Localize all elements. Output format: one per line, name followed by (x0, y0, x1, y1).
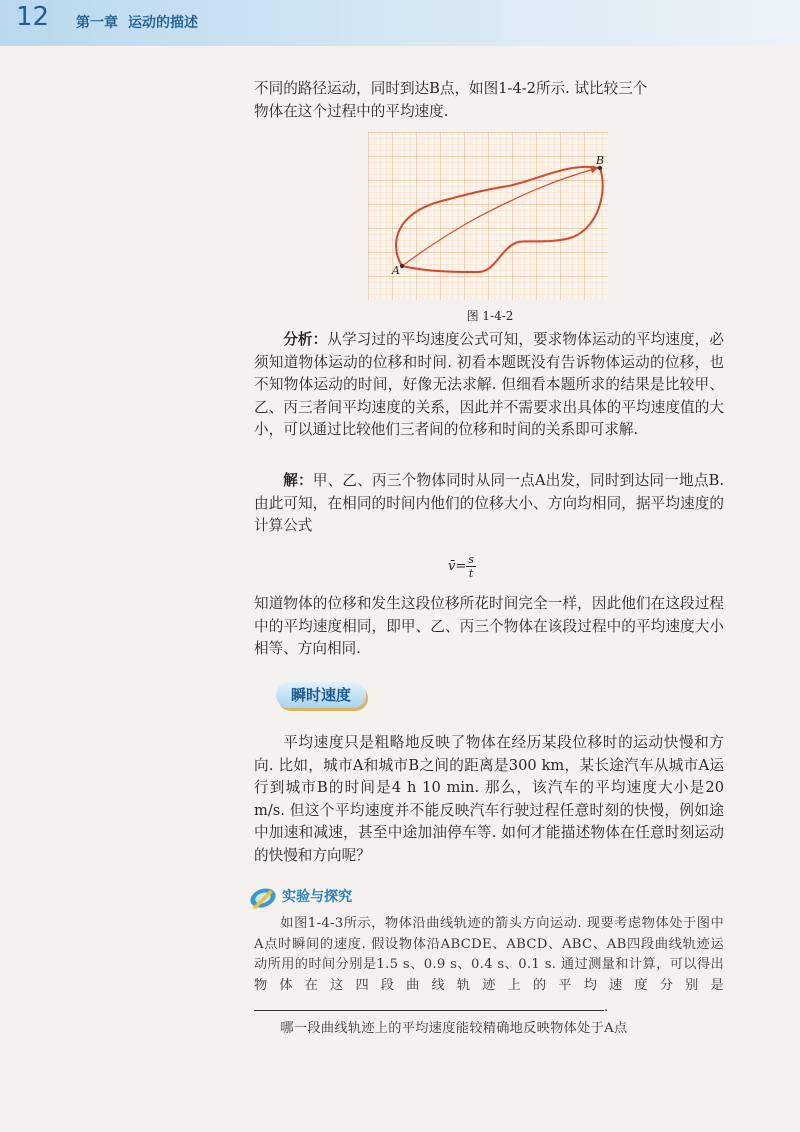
page-number: 12 (16, 2, 50, 32)
section-body: 平均速度只是粗略地反映了物体在经历某段位移时的运动快慢和方向. 比如，城市A和城市B之间的距离是300 km，某长途汽车从城市A运行到城市B的时间是4 h 10 min. 那么，该汽车的平均速度大小是20 m/s. 但这个平均速度并不能反映汽车行驶过程任意时刻的快慢，例如途中加速和减速，甚至中途加油停车等. 如何才能描述物体在任意时刻运动的快慢和方向呢？ (254, 734, 724, 864)
solution-body: 甲、乙、丙三个物体同时从同一点A出发，同时到达同一地点B. 由此可知，在相同的时间内他们的位移大小、方向均相同，据平均速度的计算公式 (254, 472, 724, 534)
chapter-label: 第一章 (76, 15, 118, 31)
explore-body: 如图1-4-3所示，物体沿曲线轨迹的箭头方向运动. 现要考虑物体处于图中A点时瞬间的速度. 假设物体沿ABCDE、ABCD、ABC、AB四段曲线轨迹运动所用的时间分别是1.5 s、0.9 s、0.4 s、0.1 s. 通过测量和计算，可以得出物体在这四段曲线轨迹上的平均速度分别是 (254, 916, 724, 993)
formula-denominator: t (468, 567, 474, 580)
explore-last-line: 哪一段曲线轨迹上的平均速度能较精确地反映物体处于A点 (280, 1020, 628, 1036)
explore-paragraph (254, 914, 724, 1039)
trajectory-diagram (368, 132, 608, 300)
chapter-title: 运动的描述 (128, 15, 198, 31)
solution-paragraph (254, 470, 724, 538)
page-header (0, 0, 800, 46)
explore-blank-end: . (604, 1000, 609, 1015)
formula-lhs: v̄= (448, 559, 467, 574)
solution-conclusion: 知道物体的位移和发生这段位移所花时间完全一样，因此他们在这段过程中的平均速度相同，即甲、乙、丙三个物体在该段过程中的平均速度大小相等、方向相同. (254, 595, 724, 657)
instant-velocity-paragraph (254, 732, 724, 867)
trajectory-figure (368, 132, 608, 300)
point-a (400, 264, 404, 268)
figure-caption: 图 1-4-2 (466, 309, 514, 323)
formula-fraction (466, 553, 476, 580)
solution-heading: 解： (283, 472, 313, 489)
label-a: A (392, 264, 400, 277)
analysis-body: 从学习过的平均速度公式可知，要求物体运动的平均速度，必须知道物体运动的位移和时间. 初看本题既没有告诉物体运动的位移，也不知物体运动的时间，好像无法求解. 但细看本题所求的结果是比较甲、乙、丙三者间平均速度的关系，因此并不需要求出具体的平均速度值的大小，可以通过比较他们三者间的位移和时间的关系即可求解. (254, 331, 724, 438)
grid (368, 132, 608, 300)
formula-numerator: s (468, 553, 474, 566)
intro-line-1: 不同的路径运动，同时到达B点，如图1-4-2所示. 试比较三个 (254, 80, 648, 97)
analysis-heading: 分析： (283, 331, 328, 348)
label-b: B (596, 154, 605, 167)
average-velocity-formula (448, 553, 476, 580)
conclusion-paragraph (254, 593, 724, 661)
section-title-instant-velocity: 瞬时速度 (276, 682, 366, 708)
intro-paragraph (254, 78, 724, 123)
explore-heading (252, 884, 352, 910)
answer-blank[interactable] (254, 996, 604, 1011)
intro-line-2: 物体在这个过程中的平均速度. (254, 102, 449, 120)
analysis-paragraph (254, 329, 724, 442)
chapter-heading (76, 12, 198, 32)
explore-title: 实验与探究 (282, 889, 352, 905)
